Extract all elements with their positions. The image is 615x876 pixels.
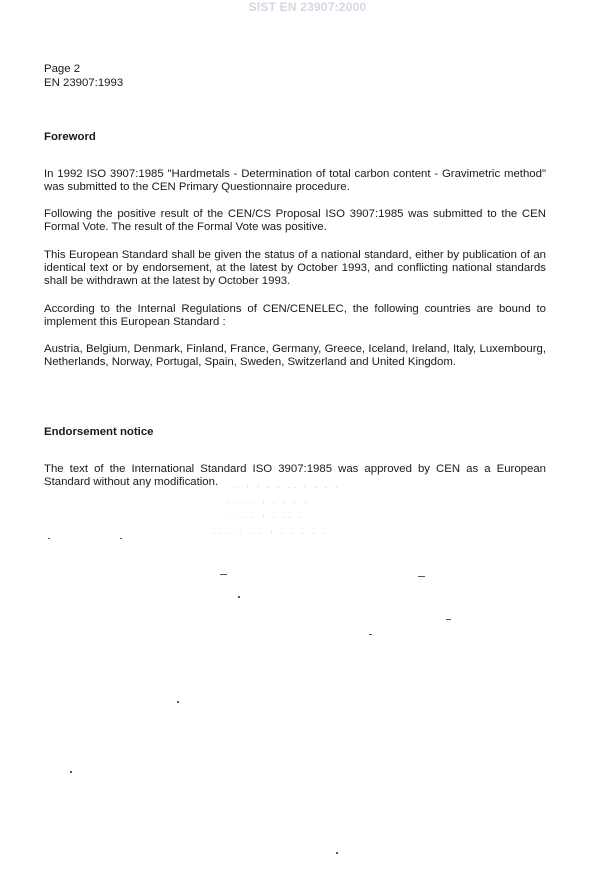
scan-smudge: . .. . : . . . . <box>225 497 309 505</box>
foreword-paragraph: According to the Internal Regulations of CEN/CENELEC, the following countries are bound to implement this European Standard : <box>44 303 546 328</box>
scan-speck <box>446 619 451 620</box>
endorsement-heading: Endorsement notice <box>44 426 154 438</box>
watermark: SIST EN 23907:2000 <box>248 0 367 14</box>
standard-number: EN 23907:1993 <box>44 77 124 89</box>
scan-speck <box>220 574 227 575</box>
scan-smudge: . : : . . .. : . . . <box>235 482 340 490</box>
endorsement-paragraph: The text of the International Standard ISO 3907:1985 was approved by CEN as a European Standard without any modification. <box>44 463 546 488</box>
foreword-paragraph: In 1992 ISO 3907:1985 "Hardmetals - Determination of total carbon content - Gravimetric method" was submitted to the CEN Primary Questionnaire procedure. <box>44 168 546 193</box>
scan-speck <box>70 771 72 773</box>
scan-smudge: .. . . . . : . . . . . <box>212 528 327 536</box>
scan-speck <box>369 634 372 635</box>
foreword-paragraph: Following the positive result of the CEN/CS Proposal ISO 3907:1985 was submitted to the CEN Formal Vote. The result of the Formal Vote was positive. <box>44 208 546 233</box>
scan-speck <box>120 538 122 539</box>
scan-smudge: . . . : . .. . <box>230 512 304 520</box>
foreword-heading: Foreword <box>44 131 96 143</box>
foreword-paragraph: This European Standard shall be given the status of a national standard, either by publication of an identical text or by endorsement, at the latest by October 1993, and conflicting national standards shall be withdrawn at the latest by October 1993. <box>44 249 546 287</box>
page-number: Page 2 <box>44 63 81 75</box>
scan-speck <box>336 852 338 854</box>
countries-list: Austria, Belgium, Denmark, Finland, France, Germany, Greece, Iceland, Ireland, Italy, Luxembourg, Netherlands, Norway, Portugal, Spain, Sweden, Switzerland and United Kingdom. <box>44 343 546 368</box>
scan-speck <box>238 596 240 598</box>
page-header <box>44 62 123 90</box>
scan-speck <box>177 701 179 703</box>
scan-speck <box>418 576 425 577</box>
scan-speck <box>48 538 50 539</box>
